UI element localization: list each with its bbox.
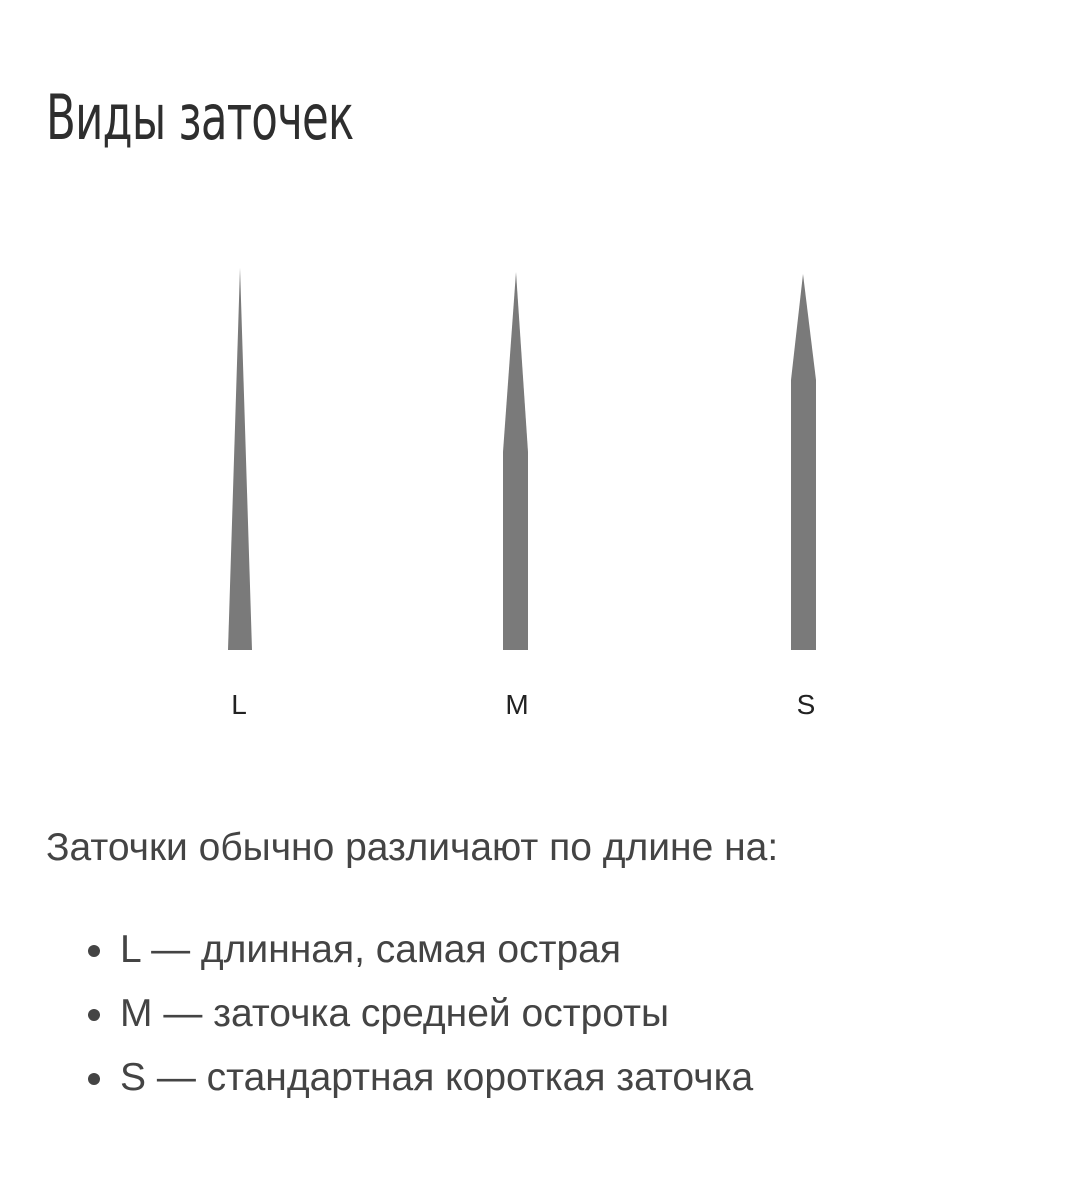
needle-l-label: L: [231, 689, 247, 720]
list-item-text: L — длинная, самая острая: [120, 928, 621, 971]
sharpening-types-list: [82, 918, 753, 1110]
needle-s-shape: [791, 274, 816, 650]
page-title: Виды заточек: [46, 81, 354, 154]
list-item: [82, 918, 753, 982]
needle-s-label: S: [796, 689, 816, 720]
bullet-icon: [88, 1009, 100, 1021]
bullet-icon: [88, 1073, 100, 1085]
needle-sharpening-diagram: [0, 230, 1080, 750]
needle-diagram-svg: [0, 230, 1080, 750]
list-item: [82, 1046, 753, 1110]
intro-text: Заточки обычно различают по длине на:: [46, 826, 779, 869]
list-item-text: S — стандартная короткая заточка: [120, 1056, 754, 1099]
needle-l-shape: [228, 268, 252, 650]
needle-m-label: M: [505, 689, 529, 720]
list-item-text: M — заточка средней остроты: [120, 992, 669, 1035]
bullet-icon: [88, 945, 100, 957]
needle-m-shape: [503, 272, 528, 650]
list-item: [82, 982, 753, 1046]
